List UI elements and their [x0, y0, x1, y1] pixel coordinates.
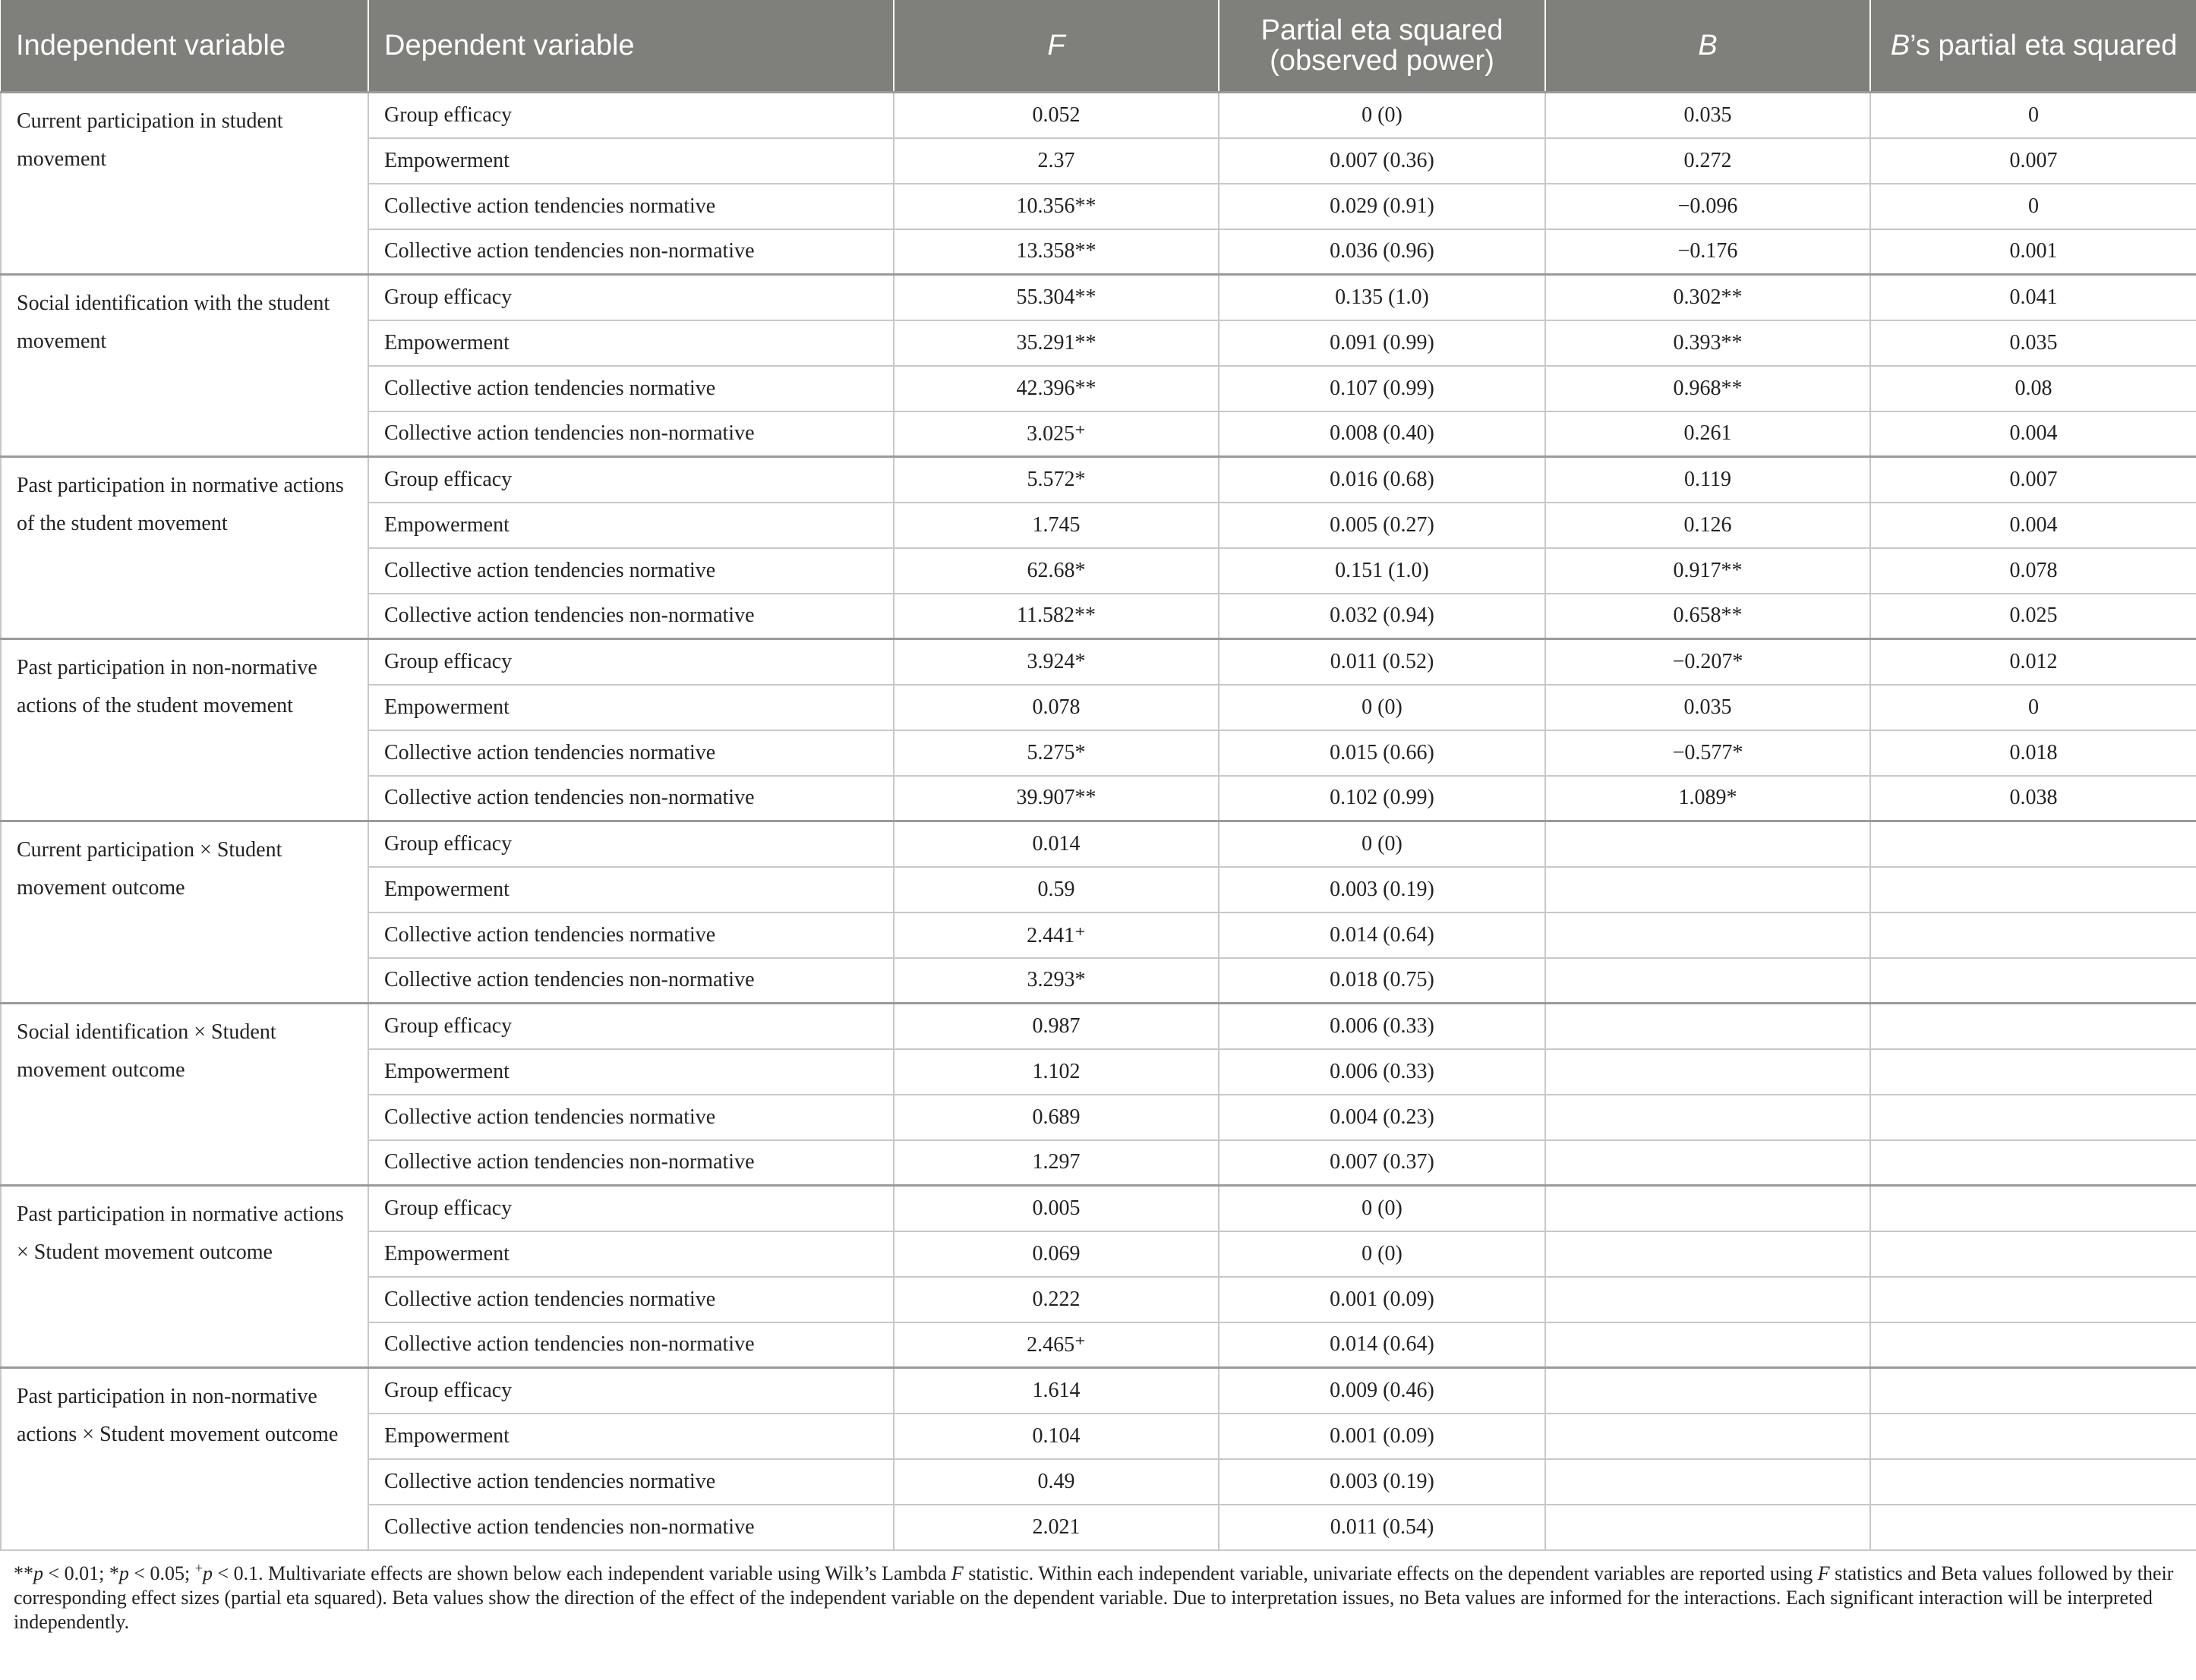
dependent-variable-cell: Collective action tendencies normative — [368, 730, 894, 776]
beta-partial-eta-cell — [1870, 1004, 2196, 1049]
beta-cell — [1545, 1368, 1870, 1414]
beta-cell — [1545, 1322, 1870, 1368]
beta-partial-eta-cell — [1870, 1505, 2196, 1550]
f-statistic-cell: 10.356** — [894, 184, 1219, 229]
independent-variable-cell: Current participation × Student movement outcome — [1, 821, 368, 1004]
dependent-variable-cell: Group efficacy — [368, 457, 894, 503]
beta-cell — [1545, 1505, 1870, 1550]
partial-eta-cell: 0.135 (1.0) — [1219, 275, 1545, 320]
dependent-variable-cell: Collective action tendencies normative — [368, 366, 894, 411]
beta-cell: 0.035 — [1545, 93, 1870, 138]
partial-eta-cell: 0.003 (0.19) — [1219, 1459, 1545, 1505]
dependent-variable-cell: Group efficacy — [368, 1186, 894, 1231]
beta-cell: 0.261 — [1545, 411, 1870, 457]
beta-partial-eta-cell: 0.08 — [1870, 366, 2196, 411]
dependent-variable-cell: Group efficacy — [368, 1004, 894, 1049]
header-partial-eta-line1: Partial eta squared — [1260, 14, 1503, 46]
dependent-variable-cell: Collective action tendencies non-normative — [368, 958, 894, 1004]
table-row — [1, 639, 2196, 685]
f-statistic-cell: 0.069 — [894, 1231, 1219, 1277]
beta-cell: 0.272 — [1545, 138, 1870, 184]
beta-partial-eta-cell — [1870, 1049, 2196, 1095]
dependent-variable-cell: Collective action tendencies normative — [368, 912, 894, 958]
f-statistic-cell: 0.59 — [894, 867, 1219, 912]
independent-variable-cell: Past participation in normative actions of the student movement — [1, 457, 368, 639]
partial-eta-cell: 0.001 (0.09) — [1219, 1414, 1545, 1459]
footnote-p3: p — [202, 1562, 213, 1584]
table-row — [1, 93, 2196, 138]
partial-eta-cell: 0.003 (0.19) — [1219, 867, 1545, 912]
beta-partial-eta-cell: 0.004 — [1870, 411, 2196, 457]
dependent-variable-cell: Collective action tendencies normative — [368, 1459, 894, 1505]
beta-partial-eta-cell — [1870, 1140, 2196, 1186]
beta-cell — [1545, 1231, 1870, 1277]
beta-cell: 0.658** — [1545, 594, 1870, 639]
dependent-variable-cell: Collective action tendencies non-normative — [368, 776, 894, 821]
partial-eta-cell: 0 (0) — [1219, 821, 1545, 867]
f-statistic-cell: 0.49 — [894, 1459, 1219, 1505]
f-statistic-cell: 2.441⁺ — [894, 912, 1219, 958]
dependent-variable-cell: Collective action tendencies normative — [368, 1277, 894, 1322]
f-statistic-cell: 55.304** — [894, 275, 1219, 320]
f-statistic-cell: 1.102 — [894, 1049, 1219, 1095]
partial-eta-cell: 0 (0) — [1219, 1231, 1545, 1277]
partial-eta-cell: 0.014 (0.64) — [1219, 1322, 1545, 1368]
partial-eta-cell: 0 (0) — [1219, 685, 1545, 730]
f-statistic-cell: 5.275* — [894, 730, 1219, 776]
footnote-t1: < 0.01; * — [43, 1562, 119, 1584]
partial-eta-cell: 0.004 (0.23) — [1219, 1095, 1545, 1140]
dependent-variable-cell: Collective action tendencies non-normative — [368, 1140, 894, 1186]
beta-cell — [1545, 1095, 1870, 1140]
footnote-f1: F — [951, 1562, 964, 1584]
dependent-variable-cell: Collective action tendencies non-normative — [368, 1322, 894, 1368]
beta-cell: 1.089* — [1545, 776, 1870, 821]
beta-partial-eta-cell: 0.038 — [1870, 776, 2196, 821]
partial-eta-cell: 0.006 (0.33) — [1219, 1004, 1545, 1049]
beta-cell: 0.968** — [1545, 366, 1870, 411]
f-statistic-cell: 0.052 — [894, 93, 1219, 138]
beta-cell: −0.577* — [1545, 730, 1870, 776]
beta-partial-eta-cell — [1870, 1095, 2196, 1140]
partial-eta-cell: 0.018 (0.75) — [1219, 958, 1545, 1004]
f-statistic-cell: 0.078 — [894, 685, 1219, 730]
beta-cell: 0.035 — [1545, 685, 1870, 730]
beta-partial-eta-cell: 0.004 — [1870, 503, 2196, 548]
beta-cell — [1545, 1277, 1870, 1322]
header-b-partial-eta-b: B — [1890, 30, 1910, 61]
beta-partial-eta-cell: 0.001 — [1870, 229, 2196, 275]
header-f-label: F — [1047, 30, 1065, 61]
partial-eta-cell: 0.005 (0.27) — [1219, 503, 1545, 548]
beta-cell — [1545, 1414, 1870, 1459]
dependent-variable-cell: Group efficacy — [368, 639, 894, 685]
beta-partial-eta-cell: 0.025 — [1870, 594, 2196, 639]
partial-eta-cell: 0.007 (0.37) — [1219, 1140, 1545, 1186]
f-statistic-cell: 3.293* — [894, 958, 1219, 1004]
beta-partial-eta-cell — [1870, 1231, 2196, 1277]
f-statistic-cell: 3.025⁺ — [894, 411, 1219, 457]
dependent-variable-cell: Empowerment — [368, 1231, 894, 1277]
beta-partial-eta-cell — [1870, 1414, 2196, 1459]
header-b — [1545, 0, 1870, 93]
beta-cell: 0.119 — [1545, 457, 1870, 503]
f-statistic-cell: 0.014 — [894, 821, 1219, 867]
beta-partial-eta-cell: 0.007 — [1870, 138, 2196, 184]
f-statistic-cell: 2.465⁺ — [894, 1322, 1219, 1368]
beta-cell — [1545, 912, 1870, 958]
f-statistic-cell: 0.104 — [894, 1414, 1219, 1459]
table-row — [1, 1368, 2196, 1414]
independent-variable-cell: Past participation in non-normative actions × Student movement outcome — [1, 1368, 368, 1550]
beta-cell: 0.302** — [1545, 275, 1870, 320]
header-partial-eta — [1219, 0, 1545, 93]
beta-partial-eta-cell — [1870, 958, 2196, 1004]
beta-partial-eta-cell — [1870, 1277, 2196, 1322]
partial-eta-cell: 0.008 (0.40) — [1219, 411, 1545, 457]
footnote-t2: < 0.05; — [128, 1562, 195, 1584]
f-statistic-cell: 1.297 — [894, 1140, 1219, 1186]
beta-cell — [1545, 1459, 1870, 1505]
independent-variable-cell: Past participation in normative actions × Student movement outcome — [1, 1186, 368, 1368]
beta-cell: −0.096 — [1545, 184, 1870, 229]
footnote-t4: statistic. Within each independent variable, univariate effects on the dependent variables are reported using — [963, 1562, 1818, 1584]
dependent-variable-cell: Collective action tendencies non-normative — [368, 229, 894, 275]
f-statistic-cell: 39.907** — [894, 776, 1219, 821]
dependent-variable-cell: Collective action tendencies normative — [368, 184, 894, 229]
beta-partial-eta-cell: 0.041 — [1870, 275, 2196, 320]
partial-eta-cell: 0.015 (0.66) — [1219, 730, 1545, 776]
partial-eta-cell: 0.011 (0.54) — [1219, 1505, 1545, 1550]
beta-partial-eta-cell — [1870, 1186, 2196, 1231]
f-statistic-cell: 0.987 — [894, 1004, 1219, 1049]
beta-partial-eta-cell: 0.035 — [1870, 320, 2196, 366]
partial-eta-cell: 0.016 (0.68) — [1219, 457, 1545, 503]
partial-eta-cell: 0.032 (0.94) — [1219, 594, 1545, 639]
dependent-variable-cell: Empowerment — [368, 1414, 894, 1459]
footnote-t5: statistics and Beta values followed by their corresponding effect sizes (partial eta squared). Beta values show the direction of the effect of the independent variable on the dependent variable. Due to interpretation issues, no Beta values are informed for the interactions. Each significant interaction will be interpreted independently. — [14, 1562, 2174, 1633]
partial-eta-cell: 0.011 (0.52) — [1219, 639, 1545, 685]
f-statistic-cell: 42.396** — [894, 366, 1219, 411]
beta-partial-eta-cell: 0.012 — [1870, 639, 2196, 685]
header-f — [894, 0, 1219, 93]
dependent-variable-cell: Empowerment — [368, 867, 894, 912]
dependent-variable-cell: Empowerment — [368, 503, 894, 548]
dependent-variable-cell: Empowerment — [368, 138, 894, 184]
dependent-variable-cell: Group efficacy — [368, 93, 894, 138]
partial-eta-cell: 0 (0) — [1219, 93, 1545, 138]
partial-eta-cell: 0.029 (0.91) — [1219, 184, 1545, 229]
f-statistic-cell: 1.614 — [894, 1368, 1219, 1414]
beta-cell — [1545, 867, 1870, 912]
partial-eta-cell: 0.091 (0.99) — [1219, 320, 1545, 366]
beta-partial-eta-cell: 0 — [1870, 685, 2196, 730]
partial-eta-cell: 0.036 (0.96) — [1219, 229, 1545, 275]
f-statistic-cell: 5.572* — [894, 457, 1219, 503]
beta-partial-eta-cell: 0.078 — [1870, 548, 2196, 594]
f-statistic-cell: 1.745 — [894, 503, 1219, 548]
table-row — [1, 457, 2196, 503]
beta-partial-eta-cell — [1870, 1459, 2196, 1505]
f-statistic-cell: 11.582** — [894, 594, 1219, 639]
footnote-f2: F — [1817, 1562, 1830, 1584]
dependent-variable-cell: Collective action tendencies non-normative — [368, 1505, 894, 1550]
beta-cell — [1545, 958, 1870, 1004]
footnote-p1: p — [33, 1562, 43, 1584]
dependent-variable-cell: Empowerment — [368, 320, 894, 366]
independent-variable-cell: Past participation in non-normative actions of the student movement — [1, 639, 368, 821]
f-statistic-cell: 13.358** — [894, 229, 1219, 275]
beta-cell: −0.176 — [1545, 229, 1870, 275]
f-statistic-cell: 0.222 — [894, 1277, 1219, 1322]
beta-partial-eta-cell — [1870, 821, 2196, 867]
header-row — [1, 0, 2196, 93]
dependent-variable-cell: Empowerment — [368, 1049, 894, 1095]
f-statistic-cell: 3.924* — [894, 639, 1219, 685]
header-independent-variable: Independent variable — [1, 0, 368, 93]
beta-partial-eta-cell: 0.018 — [1870, 730, 2196, 776]
independent-variable-cell: Social identification with the student movement — [1, 275, 368, 457]
table-row — [1, 275, 2196, 320]
f-statistic-cell: 0.689 — [894, 1095, 1219, 1140]
footnote-sig-double: ** — [14, 1562, 33, 1584]
footnote-p2: p — [118, 1562, 129, 1584]
beta-partial-eta-cell: 0 — [1870, 93, 2196, 138]
independent-variable-cell: Social identification × Student movement outcome — [1, 1004, 368, 1186]
header-b-partial-eta — [1870, 0, 2196, 93]
partial-eta-cell: 0.102 (0.99) — [1219, 776, 1545, 821]
header-partial-eta-line2: (observed power) — [1270, 45, 1494, 77]
table-footnote — [0, 1551, 2196, 1634]
beta-cell — [1545, 1049, 1870, 1095]
partial-eta-cell: 0.009 (0.46) — [1219, 1368, 1545, 1414]
dependent-variable-cell: Empowerment — [368, 685, 894, 730]
partial-eta-cell: 0.006 (0.33) — [1219, 1049, 1545, 1095]
footnote-t3: < 0.1. Multivariate effects are shown below each independent variable using Wilk’s Lambda — [212, 1562, 951, 1584]
header-b-partial-eta-rest: ’s partial eta squared — [1910, 30, 2178, 61]
independent-variable-cell: Current participation in student movement — [1, 93, 368, 275]
partial-eta-cell: 0.107 (0.99) — [1219, 366, 1545, 411]
beta-partial-eta-cell: 0.007 — [1870, 457, 2196, 503]
beta-partial-eta-cell — [1870, 1368, 2196, 1414]
beta-partial-eta-cell: 0 — [1870, 184, 2196, 229]
table-row — [1, 1186, 2196, 1231]
table-row — [1, 1004, 2196, 1049]
beta-cell: 0.393** — [1545, 320, 1870, 366]
header-b-label: B — [1698, 30, 1718, 61]
header-dependent-variable: Dependent variable — [368, 0, 894, 93]
beta-cell — [1545, 1140, 1870, 1186]
table-body — [1, 93, 2196, 1550]
beta-cell — [1545, 1186, 1870, 1231]
partial-eta-cell: 0.151 (1.0) — [1219, 548, 1545, 594]
beta-cell: −0.207* — [1545, 639, 1870, 685]
f-statistic-cell: 0.005 — [894, 1186, 1219, 1231]
f-statistic-cell: 2.37 — [894, 138, 1219, 184]
dependent-variable-cell: Collective action tendencies non-normative — [368, 411, 894, 457]
footnote-plus: + — [194, 1559, 203, 1575]
dependent-variable-cell: Group efficacy — [368, 275, 894, 320]
dependent-variable-cell: Collective action tendencies normative — [368, 1095, 894, 1140]
partial-eta-cell: 0.007 (0.36) — [1219, 138, 1545, 184]
partial-eta-cell: 0 (0) — [1219, 1186, 1545, 1231]
f-statistic-cell: 35.291** — [894, 320, 1219, 366]
beta-partial-eta-cell — [1870, 1322, 2196, 1368]
partial-eta-cell: 0.001 (0.09) — [1219, 1277, 1545, 1322]
dependent-variable-cell: Collective action tendencies non-normative — [368, 594, 894, 639]
dependent-variable-cell: Group efficacy — [368, 821, 894, 867]
beta-cell — [1545, 1004, 1870, 1049]
beta-partial-eta-cell — [1870, 912, 2196, 958]
f-statistic-cell: 62.68* — [894, 548, 1219, 594]
beta-cell — [1545, 821, 1870, 867]
beta-partial-eta-cell — [1870, 867, 2196, 912]
f-statistic-cell: 2.021 — [894, 1505, 1219, 1550]
beta-cell: 0.126 — [1545, 503, 1870, 548]
dependent-variable-cell: Collective action tendencies normative — [368, 548, 894, 594]
partial-eta-cell: 0.014 (0.64) — [1219, 912, 1545, 958]
table-row — [1, 821, 2196, 867]
beta-cell: 0.917** — [1545, 548, 1870, 594]
dependent-variable-cell: Group efficacy — [368, 1368, 894, 1414]
